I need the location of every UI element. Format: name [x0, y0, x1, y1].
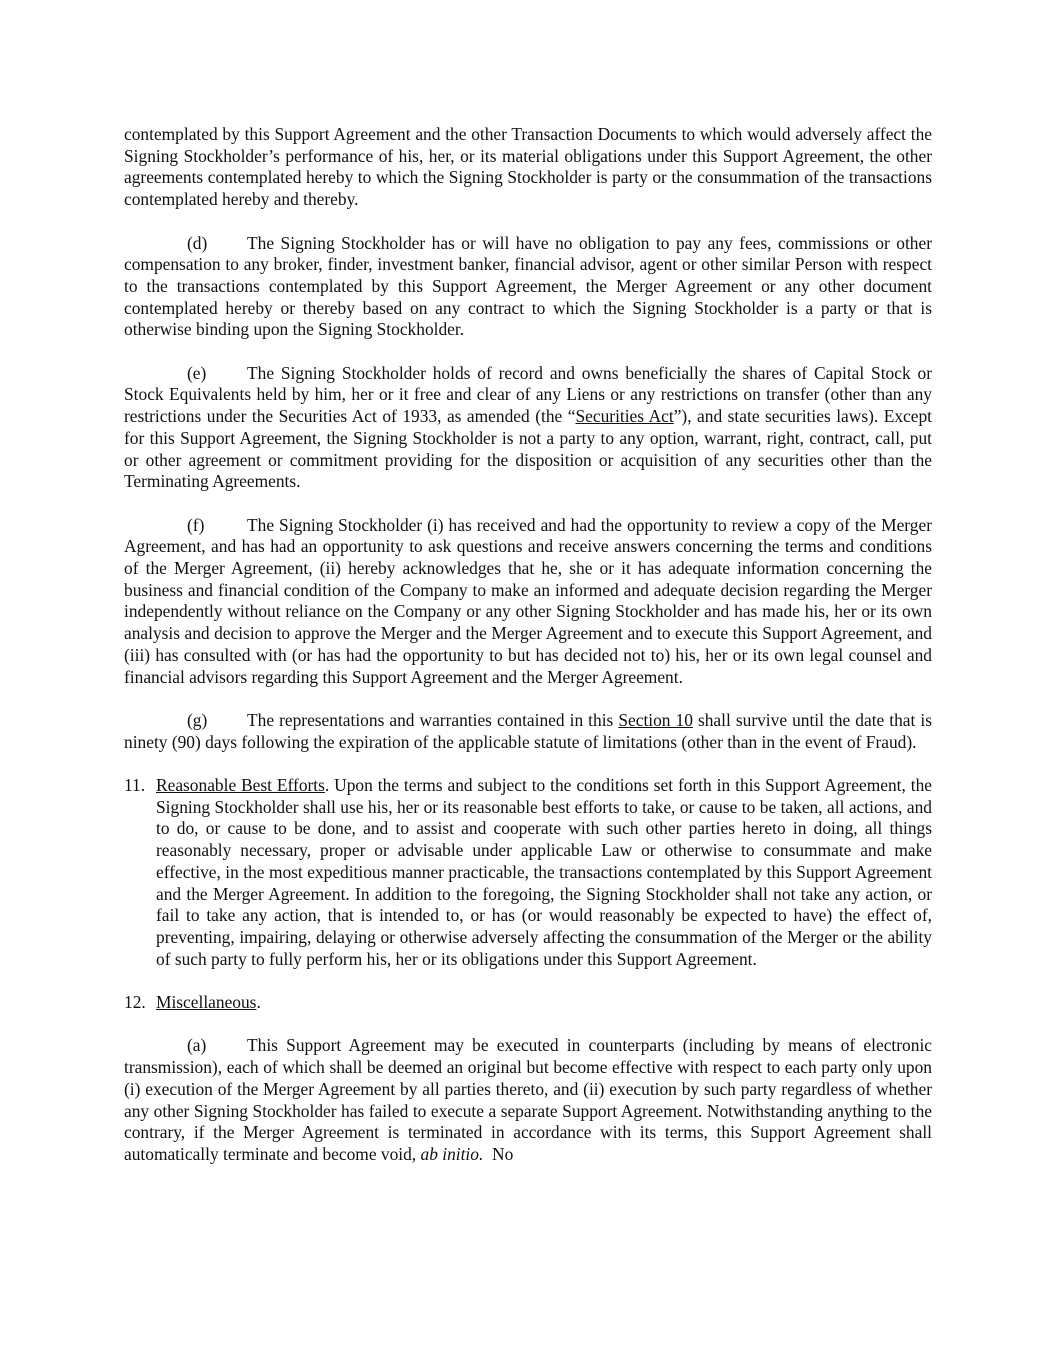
paragraph-d-text: The Signing Stockholder has or will have no obligation to pay any fees, commissions or other compensation to any broker, finder, investment banker, financial advisor, agent or other similar Person with respect to the transactions contemplated by this Support Agreement, the Merger Agreement or any other document contemplated hereby or thereby based on any contract to which the Signing Stockholder is a party or that is otherwise binding upon the Signing Stockholder.	[124, 232, 932, 340]
section-11-body	[156, 775, 932, 970]
paragraph-g	[124, 710, 932, 753]
intro-paragraph: contemplated by this Support Agreement and the other Transaction Documents to which would adversely affect the Signing Stockholder’s performance of his, her, or its material obligations under this Support Agreement, the other agreements contemplated hereby to which the Signing Stockholder is party or the consummation of the transactions contemplated hereby and thereby.	[124, 124, 932, 210]
section-10-reference: Section 10	[618, 709, 693, 730]
paragraph-e	[124, 363, 932, 493]
securities-act-term: Securities Act	[575, 406, 674, 427]
paragraph-e-label: (e)	[187, 362, 207, 383]
paragraph-f	[124, 515, 932, 689]
paragraph-12a-text-a: This Support Agreement may be executed in counterparts (including by means of electronic transmission), each of which shall be deemed an original but become effective with respect to each party only upon (i) execution of the Merger Agreement by all parties thereto, and (ii) execution by such party regardless of whether any other Signing Stockholder has failed to execute a separate Support Agreement. Notwithstanding anything to the contrary, if the Merger Agreement is terminated in accordance with its terms, this Support Agreement shall automatically terminate and become void,	[124, 1035, 932, 1164]
section-12-suffix: .	[256, 992, 261, 1013]
ab-initio-term: ab initio.	[420, 1143, 484, 1164]
paragraph-f-label: (f)	[187, 514, 205, 535]
section-12-heading: Miscellaneous	[156, 992, 257, 1013]
paragraph-e-text-a: The Signing Stockholder holds of record and owns beneficially the shares of Capital Stock or Stock Equivalents held by him, her or it free and clear of any Liens or any restrictions on transfer (other than any restrictions under the Securities Act of 1933, as amended (the “	[124, 362, 932, 427]
section-11	[124, 775, 932, 970]
section-12-number: 12.	[124, 992, 146, 1013]
paragraph-12a-text-b: No	[483, 1143, 514, 1164]
paragraph-e-text-b: ”), and state securities laws). Except for this Support Agreement, the Signing Stockholder is not a party to any option, warrant, right, contract, call, put or other agreement or commitment providing for the disposition or acquisition of any securities other than the Terminating Agreements.	[124, 406, 933, 492]
paragraph-g-label: (g)	[187, 709, 208, 730]
paragraph-f-text: The Signing Stockholder (i) has received and had the opportunity to review a copy of the Merger Agreement, and has had an opportunity to ask questions and receive answers concerning the terms and conditions of the Merger Agreement, (ii) hereby acknowledges that he, she or it has adequate information concerning the business and financial condition of the Company to make an informed and adequate decision regarding the Merger independently without reliance on the Company or any other Signing Stockholder and has made his, her or its own analysis and decision to approve the Merger and the Merger Agreement and to execute this Support Agreement, and (iii) has consulted with (or has had the opportunity to but has decided not to) his, her or its own legal counsel and financial advisors regarding this Support Agreement and the Merger Agreement.	[124, 514, 932, 687]
section-11-heading: Reasonable Best Efforts	[156, 775, 325, 796]
paragraph-d	[124, 233, 932, 342]
paragraph-12a-label: (a)	[187, 1035, 207, 1056]
paragraph-d-label: (d)	[187, 232, 208, 253]
section-11-text: . Upon the terms and subject to the conditions set forth in this Support Agreement, the Signing Stockholder shall use his, her or its reasonable best efforts to take, or cause to be taken, all actions, and to do, or cause to be done, and to assist and cooperate with such other parties hereto in doing, all things reasonably necessary, proper or advisable under applicable Law or otherwise to consummate and make effective, in the most expeditious manner practicable, the transactions contemplated by this Support Agreement and the Merger Agreement. In addition to the foregoing, the Signing Stockholder shall not take any action, or fail to take any action, that is intended to, or has (or would reasonably be expected to have) the effect of, preventing, impairing, delaying or otherwise adversely affecting the consummation of the Merger or the ability of such party to fully perform his, her or its obligations under this Support Agreement.	[156, 775, 932, 969]
paragraph-12a	[124, 1035, 932, 1165]
section-12	[124, 992, 932, 1014]
paragraph-g-text-b: shall survive until the date that is ninety (90) days following the expiration of the applicable statute of limitations (other than in the event of Fraud).	[124, 709, 932, 752]
section-12-body	[156, 992, 932, 1014]
paragraph-g-text-a: The representations and warranties contained in this	[247, 709, 619, 730]
document-page	[124, 124, 932, 1166]
section-11-number: 11.	[124, 775, 146, 796]
